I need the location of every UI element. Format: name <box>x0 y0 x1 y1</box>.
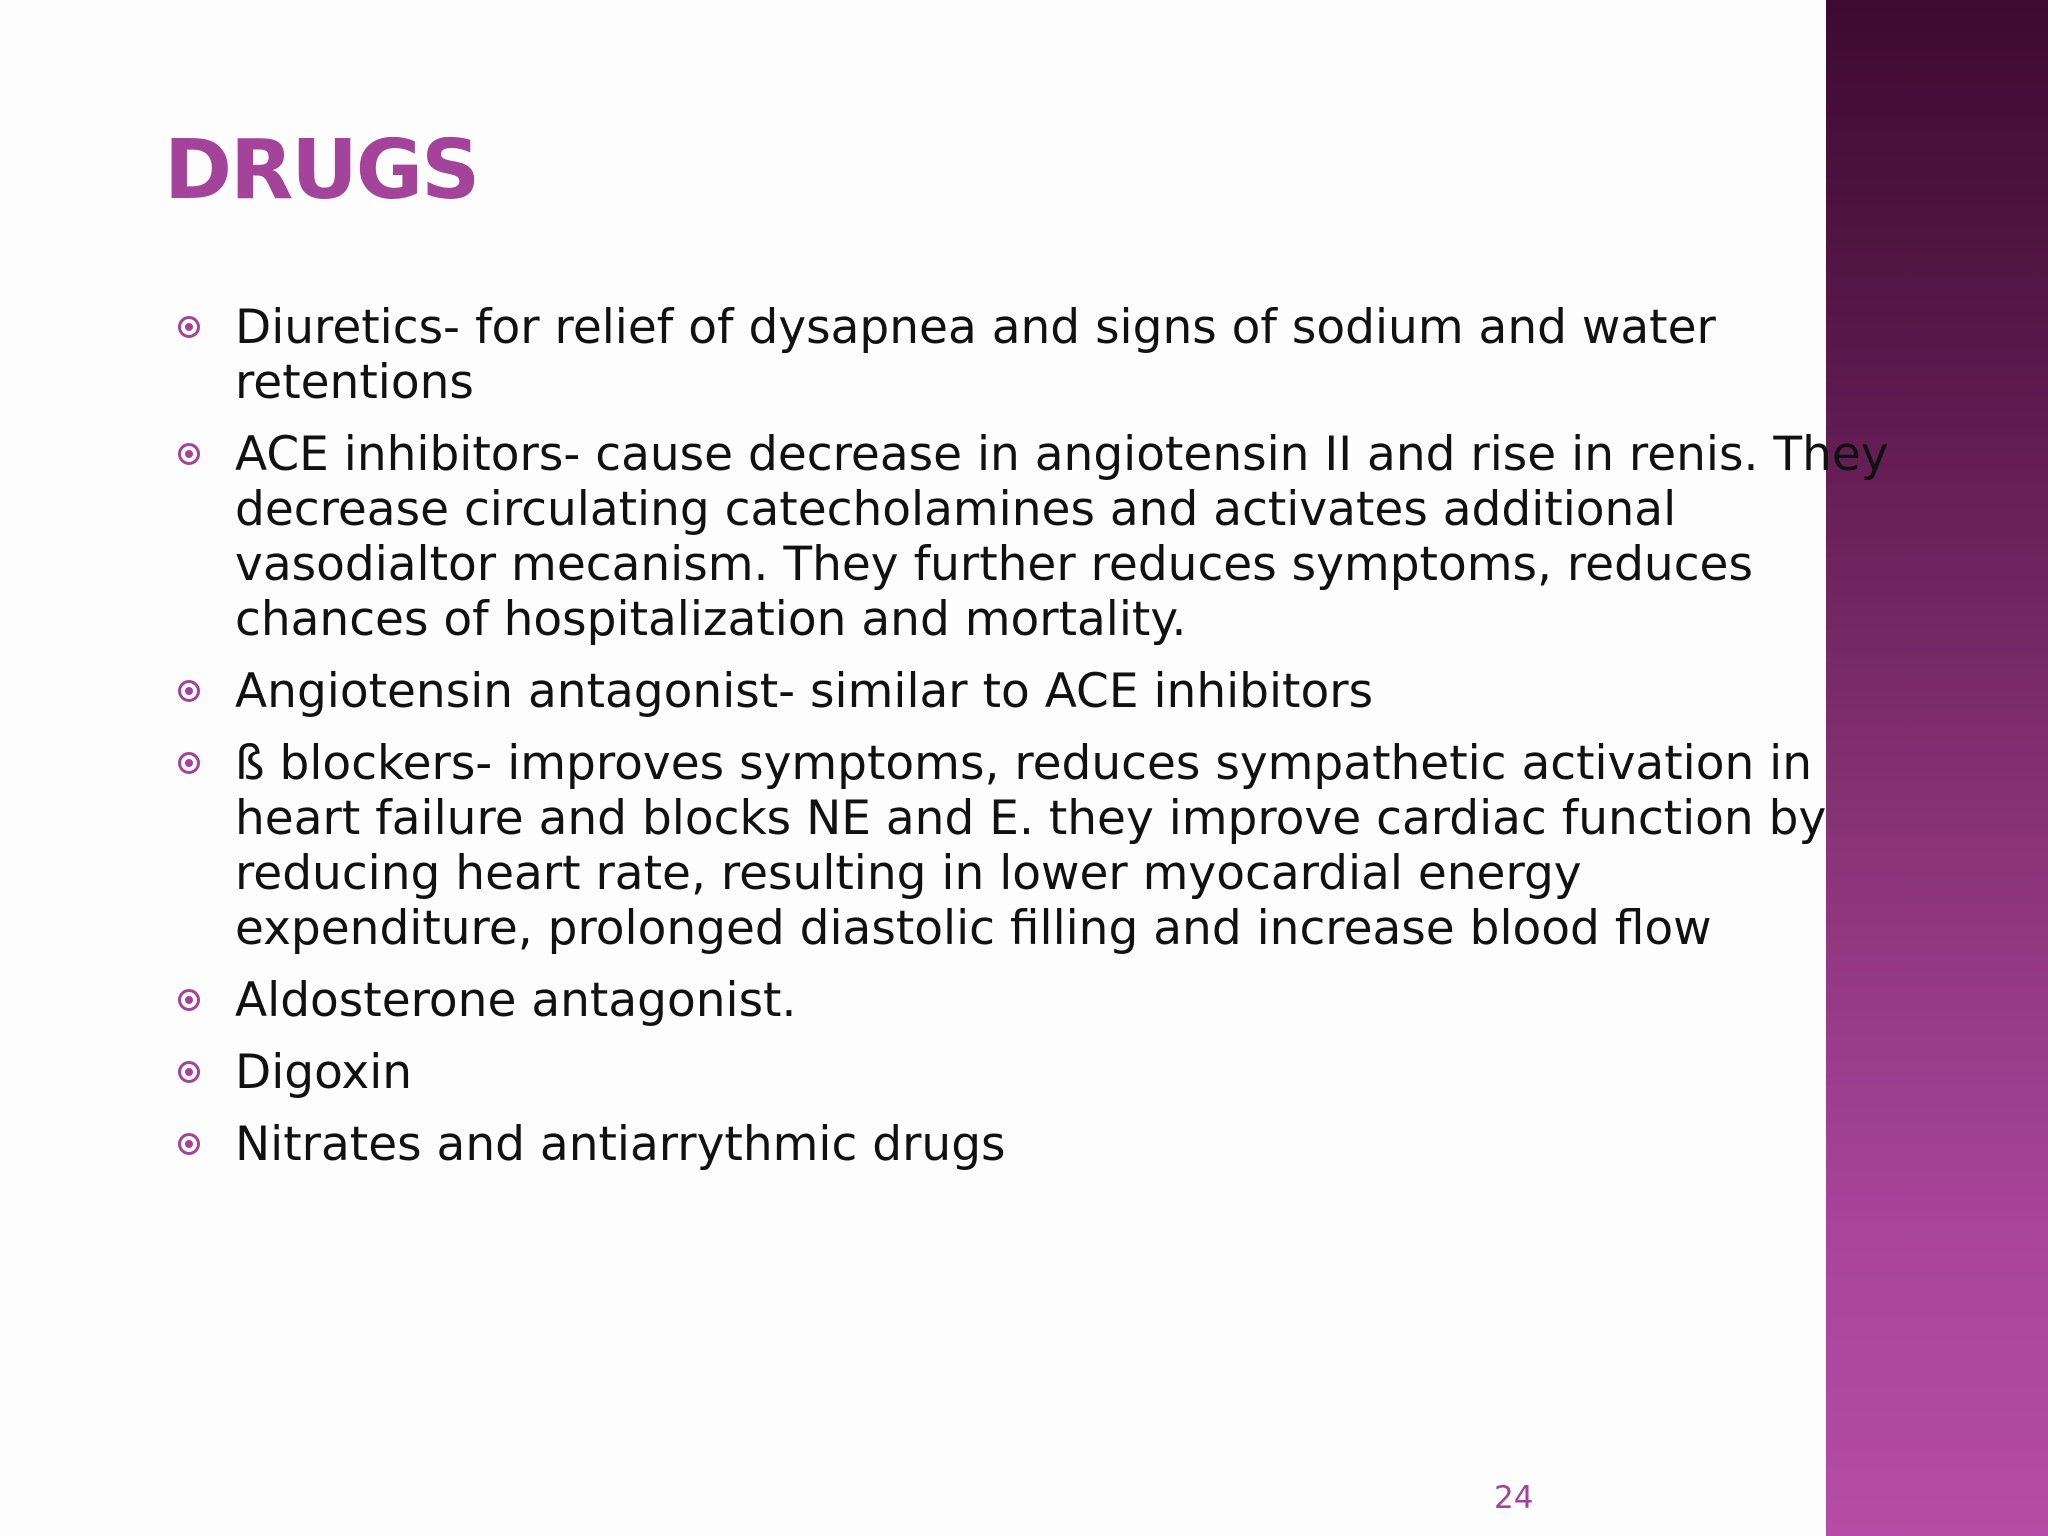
bullet-item <box>170 427 1935 647</box>
bullet-item <box>170 1045 1850 1100</box>
bullet-item <box>170 300 1855 410</box>
circled-dot-icon <box>178 989 200 1011</box>
bullet-item <box>170 973 1850 1028</box>
circled-dot-icon <box>178 1133 200 1155</box>
bullet-text: Nitrates and antiarrythmic drugs <box>235 1117 1006 1172</box>
bullet-text: Aldosterone antagonist. <box>235 973 797 1028</box>
bullet-item <box>170 664 1850 719</box>
bullet-list <box>170 300 1889 1189</box>
circled-dot-icon <box>178 1061 200 1083</box>
bullet-text: Angiotensin antagonist- similar to ACE inhibitors <box>235 664 1374 719</box>
bullet-text: ß blockers- improves symptoms, reduces sympathetic activation in heart failure and blocks NE and E. they improve cardiac function by reducing heart rate, resulting in lower myocardial energy expenditure, prolonged diastolic filling and increase blood flow <box>235 736 1827 956</box>
bullet-text: Digoxin <box>235 1045 413 1100</box>
circled-dot-icon <box>178 443 200 465</box>
bullet-item <box>170 736 1885 956</box>
bullet-item <box>170 1117 1850 1172</box>
page-number: 24 <box>1494 1480 1534 1516</box>
circled-dot-icon <box>178 680 200 702</box>
slide-title: DRUGS <box>164 123 479 218</box>
circled-dot-icon <box>178 316 200 338</box>
bullet-text: Diuretics- for relief of dysapnea and signs of sodium and water retentions <box>235 300 1716 410</box>
bullet-text: ACE inhibitors- cause decrease in angiotensin II and rise in renis. They decrease circulating catecholamines and activates additional vasodialtor mecanism. They further reduces symptoms, reduces chances of hospitalization and mortality. <box>235 427 1889 647</box>
circled-dot-icon <box>178 752 200 774</box>
